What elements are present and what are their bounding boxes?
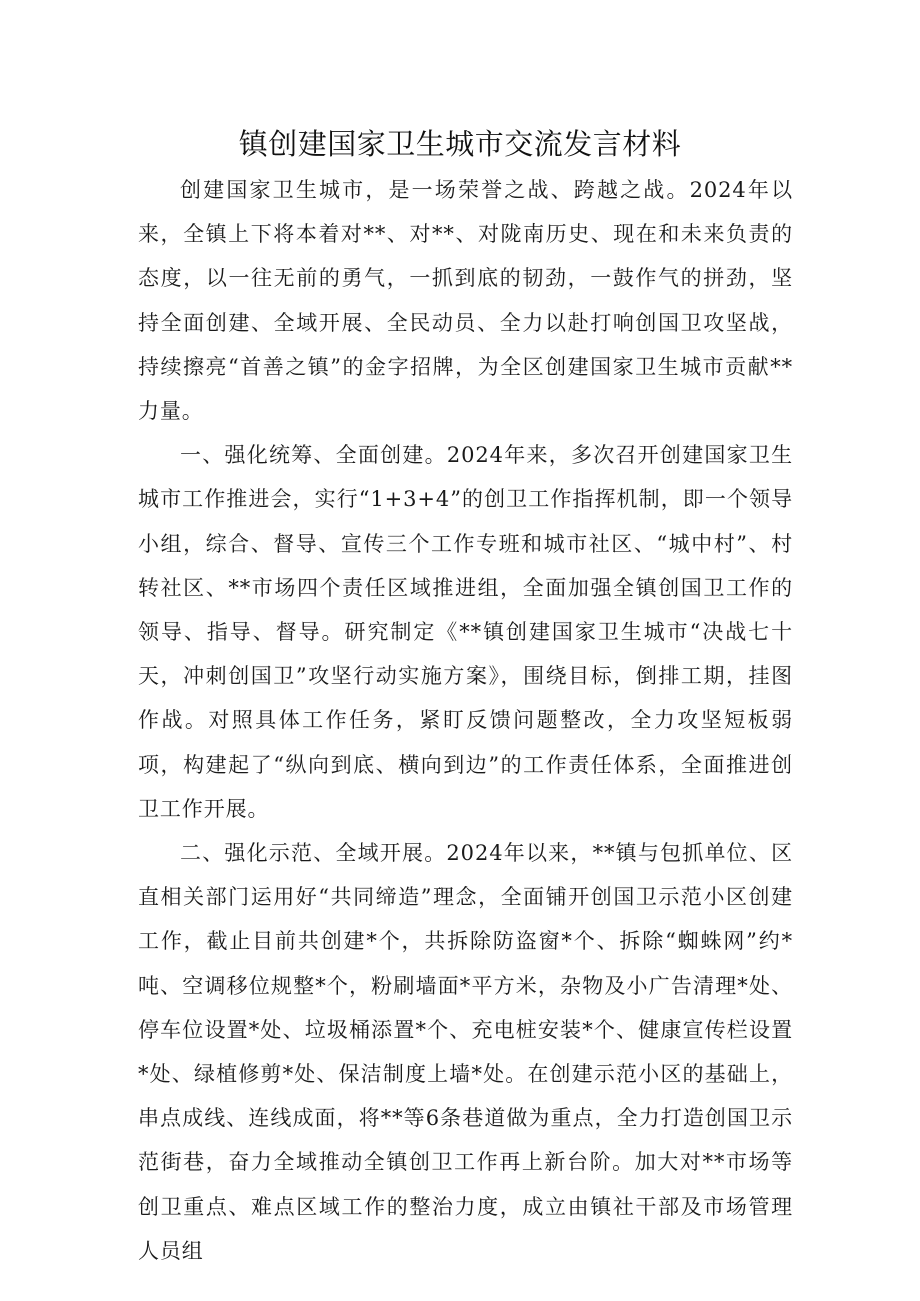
paragraph-section-one: 一、强化统筹、全面创建。2024年来，多次召开创建国家卫生城市工作推进会，实行“1+3+4”的创卫工作指挥机制，即一个领导小组，综合、督导、宣传三个工作专班和城市社区、“城中村”、村转社区、**市场四个责任区域推进组，全面加强全镇创国卫工作的领导、指导、督导。研究制定《**镇创建国家卫生城市“决战七十天，冲刺创国卫”攻坚行动实施方案》，围绕目标，倒排工期，挂图作战。对照具体工作任务，紧盯反馈问题整改，全力攻坚短板弱项，构建起了“纵向到底、横向到边”的工作责任体系，全面推进创卫工作开展。 xyxy=(138,443,793,821)
paragraph-intro: 创建国家卫生城市，是一场荣誉之战、跨越之战。2024年以来，全镇上下将本着对**、对**、对陇南历史、现在和未来负责的态度，以一往无前的勇气，一抓到底的韧劲，一鼓作气的拼劲，坚持全面创建、全域开展、全民动员、全力以赴打响创国卫攻坚战，持续擦亮“首善之镇”的金字招牌，为全区创建国家卫生城市贡献**力量。 xyxy=(138,178,793,424)
document-body xyxy=(138,168,793,1273)
paragraph-section-two: 二、强化示范、全域开展。2024年以来，**镇与包抓单位、区直相关部门运用好“共同缔造”理念，全面铺开创国卫示范小区创建工作，截止目前共创建*个，共拆除防盗窗*个、拆除“蜘蛛网”约*吨、空调移位规整*个，粉刷墙面*平方米，杂物及小广告清理*处、停车位设置*处、垃圾桶添置*个、充电桩安装*个、健康宣传栏设置*处、绿植修剪*处、保洁制度上墙*处。在创建示范小区的基础上，串点成线、连线成面，将**等6条巷道做为重点，全力打造创国卫示范街巷，奋力全域推动全镇创卫工作再上新台阶。加大对**市场等创卫重点、难点区域工作的整治力度，成立由镇社干部及市场管理人员组 xyxy=(138,841,793,1263)
document-title: 镇创建国家卫生城市交流发言材料 xyxy=(238,127,682,161)
